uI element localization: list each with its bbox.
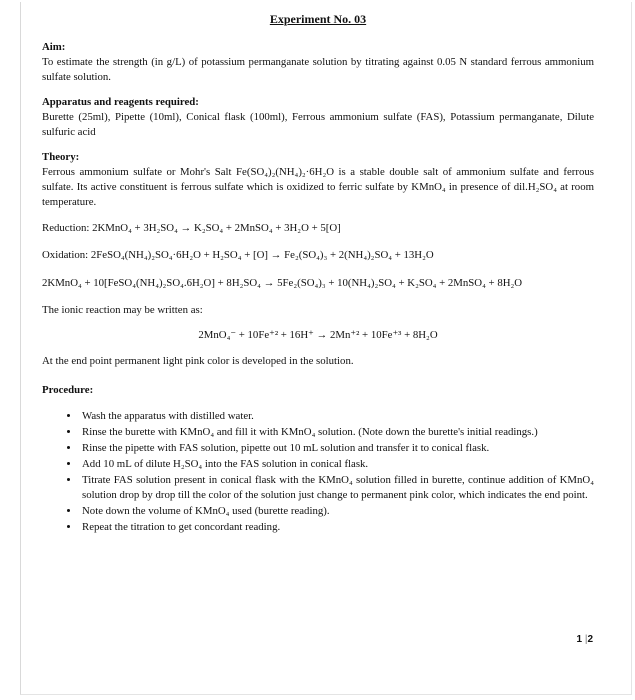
procedure-step: • Add 10 mL of dilute H₂SO₄ into the FAS solution in conical flask. — [80, 457, 594, 472]
page-total: 2 — [587, 634, 593, 645]
overall-equation: 2KMnO₄ + 10[FeSO₄(NH₄)₂SO₄.6H₂O] + 8H₂SO₄ → 5Fe₂(SO₄)₃ + 10(NH₄)₂SO₄ + K₂SO₄ + 2MnSO₄ + 8H₂O — [42, 277, 523, 289]
procedure-step: • Rinse the pipette with FAS solution, pipette out 10 mL solution and transfer it to conical flask. — [80, 441, 594, 456]
procedure-step: • Rinse the burette with KMnO₄ and fill it with KMnO₄ solution. (Note down the burette's initial readings.) — [80, 425, 594, 440]
procedure-step: • Titrate FAS solution present in conical flask with the KMnO₄ solution filled in burette, continue addition of KMnO₄ solution drop by drop till the color of the solution just change to permanent pink color, which indicates the end point. — [80, 473, 594, 503]
page-current: 1 — [576, 634, 583, 645]
aim-heading: Aim: — [42, 41, 66, 53]
page-title: Experiment No. 03 — [269, 12, 367, 26]
page-number — [576, 634, 593, 645]
page-separator: | — [584, 634, 588, 645]
theory-section — [42, 150, 594, 369]
document-body — [42, 12, 594, 536]
procedure-step: • Wash the apparatus with distilled water. — [80, 409, 594, 424]
procedure-heading: Procedure: — [42, 384, 94, 396]
ionic-intro: The ionic reaction may be written as: — [42, 304, 203, 316]
procedure-step: • Repeat the titration to get concordant reading. — [80, 520, 594, 535]
theory-text: Ferrous ammonium sulfate or Mohr's Salt Fe(SO₄)₂(NH₄)₂·6H₂O is a stable double salt of ammonium sulfate and ferrous sulfate. Its active constituent is ferrous sulfate which is oxidized to ferric sulfate by KMnO₄ in presence of dil.H₂SO₄ at room temperature. — [42, 166, 594, 208]
ionic-equation: 2MnO₄⁻ + 10Fe⁺² + 16H⁺ → 2Mn⁺² + 10Fe⁺³ + 8H₂O — [198, 329, 438, 341]
aim-section — [42, 40, 594, 85]
procedure-step: • Note down the volume of KMnO₄ used (burette reading). — [80, 504, 594, 519]
apparatus-section — [42, 95, 594, 140]
theory-heading: Theory: — [42, 151, 80, 163]
end-point-text: At the end point permanent light pink color is developed in the solution. — [42, 355, 354, 367]
oxidation-equation: Oxidation: 2FeSO₄(NH₄)₂SO₄·6H₂O + H₂SO₄ + [O] → Fe₂(SO₄)₃ + 2(NH₄)₂SO₄ + 13H₂O — [42, 249, 434, 261]
procedure-list — [42, 409, 594, 535]
reduction-equation: Reduction: 2KMnO₄ + 3H₂SO₄ → K₂SO₄ + 2MnSO₄ + 3H₂O + 5[O] — [42, 222, 341, 234]
aim-text: To estimate the strength (in g/L) of potassium permanganate solution by titrating against 0.05 N standard ferrous ammonium sulfate solution. — [42, 56, 594, 83]
apparatus-heading: Apparatus and reagents required: — [42, 96, 199, 108]
apparatus-text: Burette (25ml), Pipette (10ml), Conical flask (100ml), Ferrous ammonium sulfate (FAS), Potassium permanganate, Dilute sulfuric acid — [42, 111, 594, 138]
